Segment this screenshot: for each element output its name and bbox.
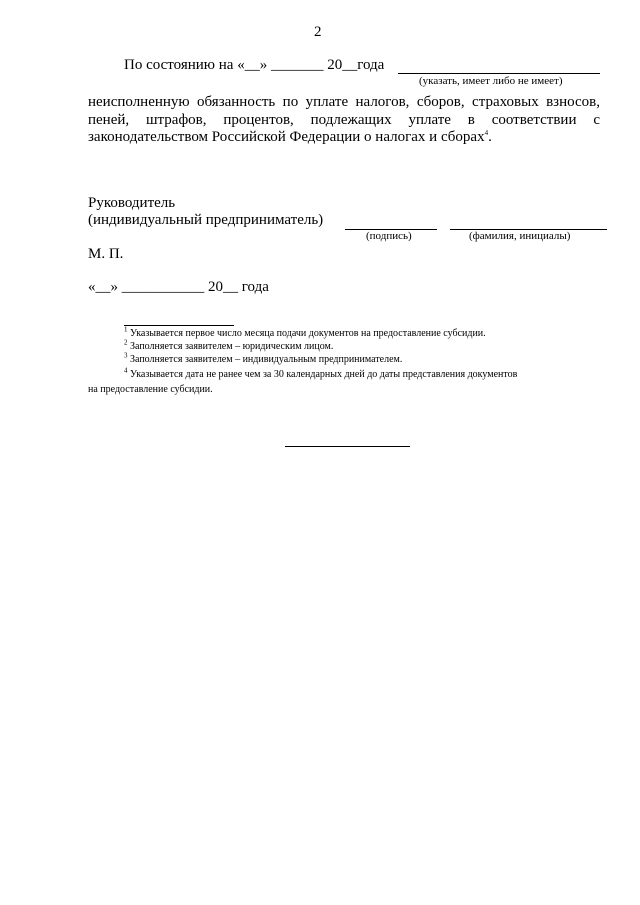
- status-hint: (указать, имеет либо не имеет): [419, 75, 563, 87]
- footnote-4-continuation: на предоставление субсидии.: [88, 384, 213, 395]
- document-end-line: [285, 446, 410, 447]
- footnote-4-text: Указывается дата не ранее чем за 30 календарных дней до даты представления документов: [130, 369, 518, 380]
- body-footnote-ref: 4: [484, 129, 489, 137]
- signature-role-line1: Руководитель: [88, 195, 176, 211]
- footnote-3-num: 3: [124, 351, 128, 360]
- page-number: 2: [314, 24, 322, 40]
- footnote-1-text: Указывается первое число месяца подачи документов на предоставление субсидии.: [130, 328, 486, 339]
- signature-role-line2: (индивидуальный предприниматель): [88, 212, 324, 228]
- signature-sign-label: (подпись): [366, 230, 412, 242]
- footnote-3: [124, 351, 403, 365]
- body-line-3: [88, 129, 492, 146]
- date-line: «__» ___________ 20__ года: [88, 279, 269, 295]
- footnote-1: [124, 325, 486, 339]
- stamp-label: М. П.: [88, 246, 124, 262]
- footnote-separator: [124, 325, 234, 326]
- footnote-4-num: 4: [124, 366, 128, 375]
- body-line-1: неисполненную обязанность по уплате налогов, сборов, страховых взносов,: [88, 94, 600, 110]
- body-line-2: пеней, штрафов, процентов, подлежащих уплате в соответствии с: [88, 112, 600, 128]
- body-line-3-text: законодательством Российской Федерации о налогах и сборах: [88, 129, 485, 145]
- footnote-4: [124, 366, 518, 380]
- footnote-2: [124, 338, 334, 352]
- status-fill-line: [398, 73, 600, 74]
- status-prefix: По состоянию на «__» _______ 20__года: [124, 57, 385, 73]
- footnote-2-num: 2: [124, 338, 128, 347]
- footnote-2-text: Заполняется заявителем – юридическим лицом.: [130, 341, 334, 352]
- footnote-3-text: Заполняется заявителем – индивидуальным предпринимателем.: [130, 354, 403, 365]
- signature-name-label: (фамилия, инициалы): [469, 230, 571, 242]
- body-line-3-end: .: [488, 129, 492, 145]
- footnote-1-num: 1: [124, 325, 128, 334]
